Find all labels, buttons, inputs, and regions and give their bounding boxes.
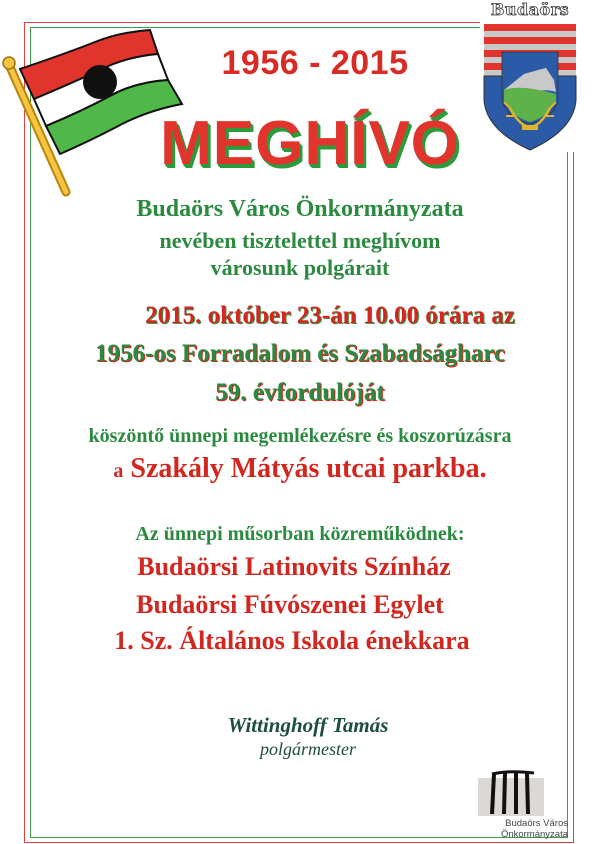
municipality-logo (450, 768, 566, 838)
signer-title: polgármester (260, 739, 356, 759)
host-line: Budaörs Város Önkormányzata (136, 196, 464, 222)
invite-line-1: nevében tisztelettel meghívom (159, 228, 441, 253)
date-line: 2015. október 23-án 10.00 órára az (145, 302, 515, 329)
logo-caption: Budaörs Város Önkormányzata (500, 818, 568, 840)
event-line-1: 1956-os Forradalom és Szabadságharc (95, 340, 505, 367)
location: Szakály Mátyás utcai parkba. (130, 453, 487, 484)
crest-name: Budaörs (490, 0, 570, 19)
performers-heading: Az ünnepi műsorban közreműködnek: (135, 523, 465, 545)
performer-item: 1. Sz. Általános Iskola énekkara (114, 626, 470, 655)
performer-item: Budaörsi Latinovits Színház (137, 552, 451, 581)
location-line (0, 453, 600, 485)
location-prefix: a (113, 460, 124, 482)
invitation-title: MEGHÍVÓ (160, 109, 460, 178)
event-line-2: 59. évfordulóját (215, 379, 385, 406)
performer-item: Budaörsi Fúvószenei Egylet (136, 590, 444, 619)
invite-line-2: városunk polgárait (210, 255, 390, 280)
years-heading: 1956 - 2015 (221, 44, 409, 82)
purpose-line: köszöntő ünnepi megemlékezésre és koszorúzásra (88, 425, 512, 447)
signer-name: Wittinghoff Tamás (227, 713, 389, 737)
municipality-logo-icon (450, 768, 566, 818)
